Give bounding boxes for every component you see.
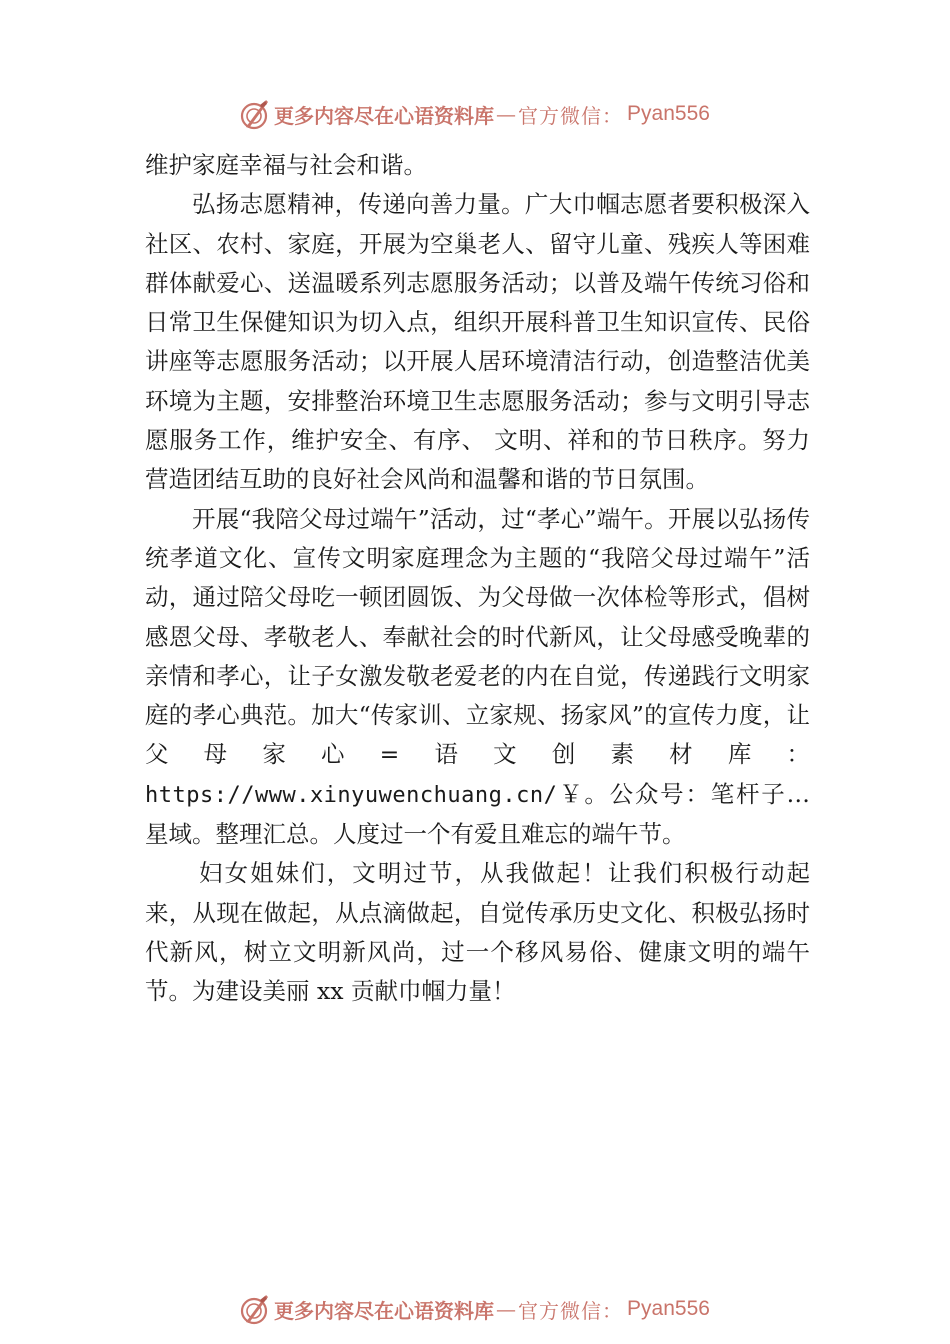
header-wechat-label: 官方微信：: [518, 103, 624, 128]
footer-dash: —: [496, 1297, 517, 1321]
paragraph-2: 弘扬志愿精神，传递向善力量。广大巾帼志愿者要积极深入社区、农村、家庭，开展为空巢老人、留守儿童、残疾人等困难群体献爱心、送温暖系列志愿服务活动；以普及端午传统习俗和日常卫生保健知识为切入点，组织开展科普卫生知识宣传、民俗讲座等志愿服务活动；以开展人居环境清洁行动，创造整洁优美环境为主题，安排整治环境卫生志愿服务活动；参与文明引导志愿服务工作，维护安全、有序、 文明、祥和的节日秩序。努力营造团结互助的良好社会风尚和温馨和谐的节日氛围。: [145, 190, 810, 494]
paragraph-3: [145, 500, 810, 855]
document-body: [145, 146, 810, 1012]
footer-wechat-id: Pyan556: [627, 1297, 710, 1320]
paragraph-3-text-a: 开展“我陪父母过端午”活动，过“孝心”端午。开展以弘扬传统孝道文化、宣传文明家庭理念为主题的“我陪父母过端午”活动，通过陪父母吃一顿团圆饭、为父母做一次体检等形式，倡树感恩父母、孝敬老人、奉献社会的时代新风，让父母感受晚辈的亲情和孝心，让子女激发敬老爱老的内在自觉，传递践行文明家庭的孝心典范。加大“传家训、立家规、扬家风”的宣传力度，让父母家心=语文创素材库：: [145, 504, 810, 769]
footer-wechat-label: 官方微信：: [518, 1298, 624, 1323]
footer-main-text: 更多内容尽在心语资料库: [274, 1298, 495, 1323]
quill-logo-icon: [240, 97, 270, 131]
footer-banner: [0, 1287, 950, 1331]
quill-logo-icon: [240, 1292, 270, 1326]
paragraph-3-url: https://www.xinyuwenchuang.cn/: [145, 782, 558, 808]
header-banner: [0, 92, 950, 136]
header-main-text: 更多内容尽在心语资料库: [274, 103, 495, 128]
paragraph-3-text-b: ￥。公众号：笔杆子…星域。整理汇总。人度过一个有爱且难忘的端午节。: [145, 779, 810, 849]
header-wechat-id: Pyan556: [627, 102, 710, 125]
paragraph-4: 妇女姐妹们，文明过节，从我做起！让我们积极行动起来，从现在做起，从点滴做起，自觉传承历史文化、积极弘扬时代新风，树立文明新风尚，过一个移风易俗、健康文明的端午节。为建设美丽 xx 贡献巾帼力量！: [145, 859, 810, 1006]
paragraph-1: 维护家庭幸福与社会和谐。: [145, 151, 427, 179]
header-dash: —: [496, 102, 517, 126]
